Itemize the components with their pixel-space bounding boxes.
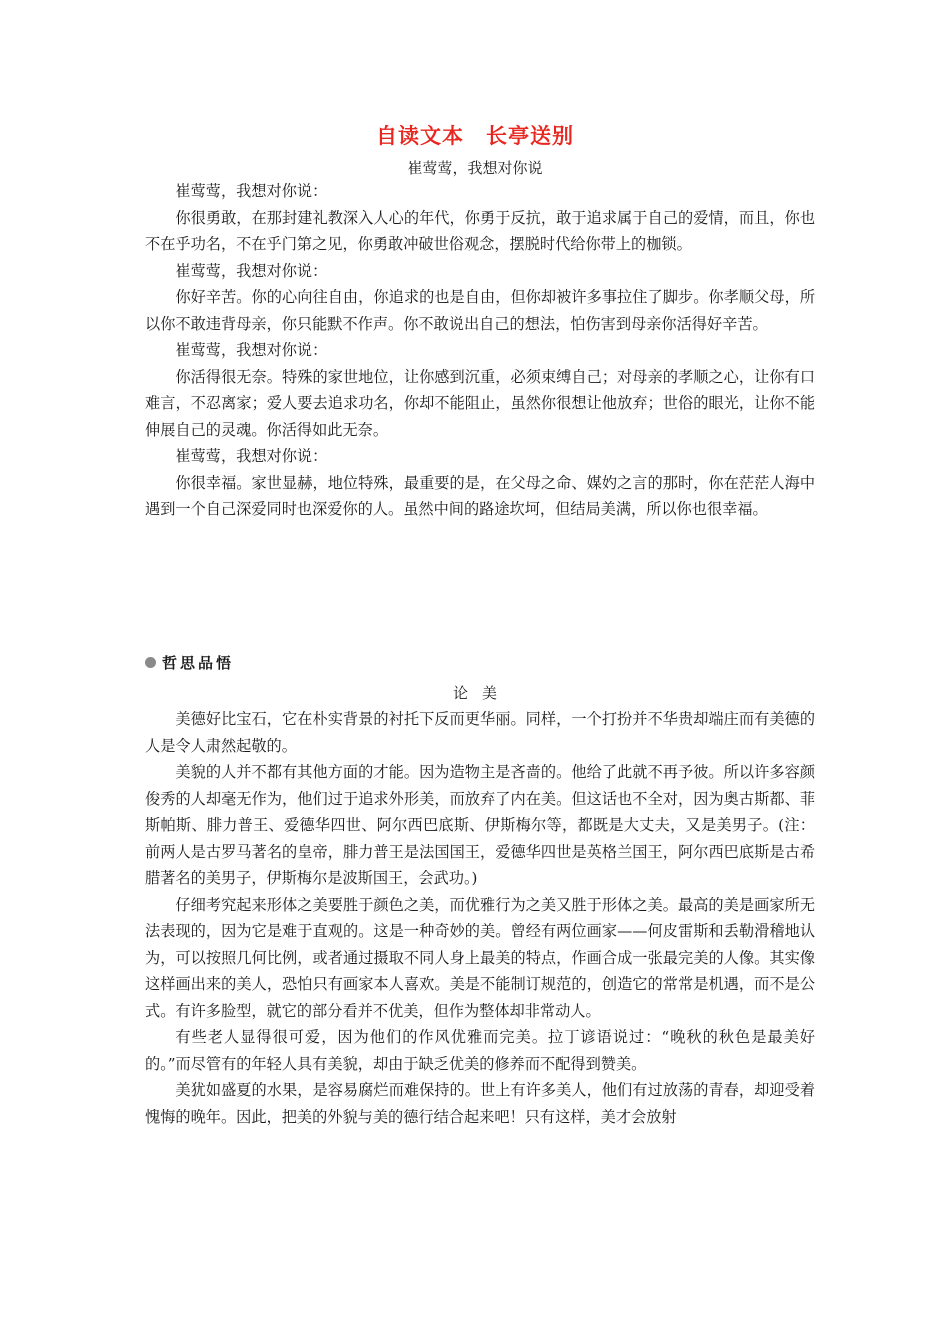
bullet-dot-icon — [145, 657, 156, 668]
essay-paragraph: 美德好比宝石，它在朴实背景的衬托下反而更华丽。同样，一个打扮并不华贵却端庄而有美德的人是令人肃然起敬的。 — [145, 710, 815, 755]
letter-paragraph: 你很勇敢，在那封建礼教深入人心的年代，你勇于反抗，敢于追求属于自己的爱情，而且，你也不在乎功名，不在乎门第之见，你勇敢冲破世俗观念，摆脱时代给你带上的枷锁。 — [145, 208, 815, 253]
essay-title: 论美 — [452, 684, 511, 702]
letter-paragraph: 崔莺莺，我想对你说： — [175, 182, 328, 200]
letter-paragraph: 你很幸福。家世显赫，地位特殊，最重要的是，在父母之命、媒妁之言的那时，你在茫茫人海中遇到一个自己深爱同时也深爱你的人。虽然中间的路途坎坷，但结局美满，所以你也很幸福。 — [145, 473, 815, 518]
essay-paragraph: 有些老人显得很可爱，因为他们的作风优雅而完美。拉丁谚语说过：“晚秋的秋色是最美好的。”而尽管有的年轻人具有美貌，却由于缺乏优美的修养而不配得到赞美。 — [145, 1028, 815, 1073]
letter-subtitle: 崔莺莺，我想对你说 — [407, 159, 543, 177]
letter-paragraph: 崔莺莺，我想对你说： — [175, 447, 328, 465]
section-heading-label: 哲思品悟 — [162, 654, 235, 672]
letter-paragraph: 崔莺莺，我想对你说： — [175, 261, 328, 280]
essay-body — [145, 706, 815, 1130]
letter-body — [145, 178, 815, 523]
essay-paragraph: 美犹如盛夏的水果，是容易腐烂而难保持的。世上有许多美人，他们有过放荡的青春，却迎受着愧悔的晚年。因此，把美的外貌与美的德行结合起来吧！只有这样，美才会放射 — [145, 1081, 815, 1126]
document-title: 自读文本 长亭送别 — [376, 124, 574, 148]
essay-paragraph: 美貌的人并不都有其他方面的才能。因为造物主是吝啬的。他给了此就不再予彼。所以许多容颜俊秀的人却毫无作为，他们过于追求外形美，而放弃了内在美。但这话也不全对，因为奥古斯都、菲斯帕斯、腓力普王、爱德华四世、阿尔西巴底斯、伊斯梅尔等，都既是大丈夫，又是美男子。(注：前两人是古罗马著名的皇帝，腓力普王是法国国王，爱德华四世是英格兰国王，阿尔西巴底斯是古希腊著名的美男子，伊斯梅尔是波斯国王，会武功。) — [145, 763, 815, 887]
essay-paragraph: 仔细考究起来形体之美要胜于颜色之美，而优雅行为之美又胜于形体之美。最高的美是画家所无法表现的，因为它是难于直观的。这是一种奇妙的美。曾经有两位画家——何皮雷斯和丢勒滑稽地认为，可以按照几何比例，或者通过摄取不同人身上最美的特点，作画合成一张最完美的人像。其实像这样画出来的美人，恐怕只有画家本人喜欢。美是不能制订规范的，创造它的常常是机遇，而不是公式。有许多脸型，就它的部分看并不优美，但作为整体却非常动人。 — [145, 895, 815, 1020]
letter-paragraph: 你活得很无奈。特殊的家世地位，让你感到沉重，必须束缚自己；对母亲的孝顺之心，让你有口难言，不忍离家；爱人要去追求功名，你却不能阻止，虽然你很想让他放弃；世俗的眼光，让你不能伸展自己的灵魂。你活得如此无奈。 — [145, 367, 815, 439]
letter-paragraph: 崔莺莺，我想对你说： — [175, 341, 328, 359]
letter-paragraph: 你好辛苦。你的心向往自由，你追求的也是自由，但你却被许多事拉住了脚步。你孝顺父母，所以你不敢违背母亲，你只能默不作声。你不敢说出自己的想法，怕伤害到母亲你活得好辛苦。 — [145, 288, 815, 333]
section-heading — [145, 652, 234, 673]
